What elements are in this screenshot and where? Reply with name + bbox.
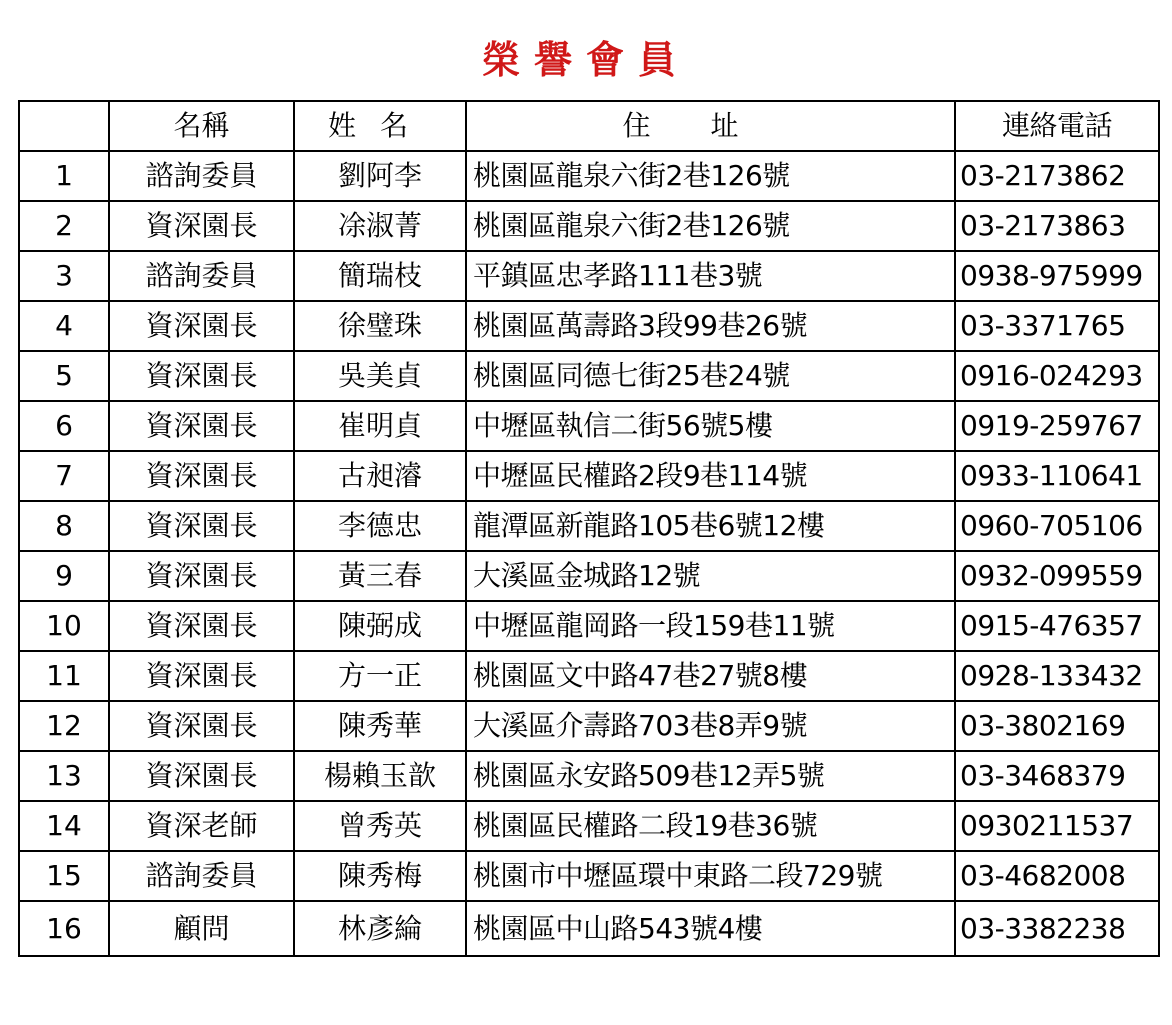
cell-phone: 03-3371765: [955, 301, 1159, 351]
cell-address: 桃園市中壢區環中東路二段729號: [466, 851, 955, 901]
cell-title: 諮詢委員: [109, 151, 294, 201]
table-row: [19, 551, 1159, 601]
header-name: 姓名: [294, 101, 466, 151]
cell-title: 資深園長: [109, 201, 294, 251]
cell-name: 陳秀梅: [294, 851, 466, 901]
cell-address: 桃園區龍泉六街2巷126號: [466, 201, 955, 251]
table-row: [19, 801, 1159, 851]
table-row: [19, 301, 1159, 351]
cell-phone: 0932-099559: [955, 551, 1159, 601]
table-row: [19, 351, 1159, 401]
cell-title: 資深園長: [109, 601, 294, 651]
table-row: [19, 451, 1159, 501]
cell-address: 大溪區金城路12號: [466, 551, 955, 601]
table-row: [19, 701, 1159, 751]
cell-address: 中壢區龍岡路一段159巷11號: [466, 601, 955, 651]
cell-number: 7: [19, 451, 109, 501]
cell-name: 楊賴玉歆: [294, 751, 466, 801]
cell-number: 6: [19, 401, 109, 451]
cell-number: 1: [19, 151, 109, 201]
header-phone: 連絡電話: [955, 101, 1159, 151]
cell-title: 資深園長: [109, 351, 294, 401]
cell-title: 資深園長: [109, 751, 294, 801]
cell-name: 凃淑菁: [294, 201, 466, 251]
cell-title: 資深園長: [109, 651, 294, 701]
cell-address: 中壢區民權路2段9巷114號: [466, 451, 955, 501]
cell-name: 徐璧珠: [294, 301, 466, 351]
cell-number: 4: [19, 301, 109, 351]
header-address: 住址: [466, 101, 955, 151]
cell-phone: 03-2173863: [955, 201, 1159, 251]
cell-phone: 03-2173862: [955, 151, 1159, 201]
cell-number: 13: [19, 751, 109, 801]
page-title: 榮譽會員: [481, 38, 690, 82]
cell-name: 崔明貞: [294, 401, 466, 451]
cell-address: 龍潭區新龍路105巷6號12樓: [466, 501, 955, 551]
cell-number: 2: [19, 201, 109, 251]
cell-title: 資深園長: [109, 551, 294, 601]
cell-name: 陳秀華: [294, 701, 466, 751]
cell-number: 9: [19, 551, 109, 601]
table-row: [19, 601, 1159, 651]
cell-title: 資深園長: [109, 401, 294, 451]
cell-title: 諮詢委員: [109, 851, 294, 901]
cell-address: 桃園區中山路543號4樓: [466, 901, 955, 956]
cell-phone: 0928-133432: [955, 651, 1159, 701]
cell-name: 方一正: [294, 651, 466, 701]
header-number: [19, 101, 109, 151]
cell-address: 中壢區執信二街56號5樓: [466, 401, 955, 451]
table-row: [19, 751, 1159, 801]
cell-phone: 0930211537: [955, 801, 1159, 851]
cell-number: 10: [19, 601, 109, 651]
cell-title: 資深園長: [109, 701, 294, 751]
cell-phone: 0933-110641: [955, 451, 1159, 501]
cell-address: 桃園區民權路二段19巷36號: [466, 801, 955, 851]
cell-title: 顧問: [109, 901, 294, 956]
cell-phone: 03-4682008: [955, 851, 1159, 901]
header-title: 名稱: [109, 101, 294, 151]
table-row: [19, 501, 1159, 551]
cell-address: 桃園區萬壽路3段99巷26號: [466, 301, 955, 351]
cell-name: 李德忠: [294, 501, 466, 551]
cell-number: 12: [19, 701, 109, 751]
cell-address: 平鎮區忠孝路111巷3號: [466, 251, 955, 301]
table-row: [19, 151, 1159, 201]
cell-phone: 0915-476357: [955, 601, 1159, 651]
cell-number: 8: [19, 501, 109, 551]
cell-name: 林彥綸: [294, 901, 466, 956]
cell-title: 資深園長: [109, 301, 294, 351]
cell-phone: 03-3802169: [955, 701, 1159, 751]
cell-title: 資深老師: [109, 801, 294, 851]
honorary-members-table: [18, 100, 1160, 957]
table-row: [19, 401, 1159, 451]
cell-number: 16: [19, 901, 109, 956]
cell-number: 14: [19, 801, 109, 851]
cell-address: 桃園區龍泉六街2巷126號: [466, 151, 955, 201]
table-row: [19, 901, 1159, 956]
table-row: [19, 201, 1159, 251]
cell-phone: 0938-975999: [955, 251, 1159, 301]
cell-number: 15: [19, 851, 109, 901]
table-row: [19, 651, 1159, 701]
cell-number: 5: [19, 351, 109, 401]
cell-name: 黃三春: [294, 551, 466, 601]
cell-number: 11: [19, 651, 109, 701]
cell-address: 桃園區永安路509巷12弄5號: [466, 751, 955, 801]
cell-phone: 03-3468379: [955, 751, 1159, 801]
cell-name: 古昶濬: [294, 451, 466, 501]
table-row: [19, 851, 1159, 901]
cell-name: 陳弼成: [294, 601, 466, 651]
cell-address: 桃園區文中路47巷27號8樓: [466, 651, 955, 701]
cell-address: 大溪區介壽路703巷8弄9號: [466, 701, 955, 751]
cell-address: 桃園區同德七街25巷24號: [466, 351, 955, 401]
cell-title: 資深園長: [109, 501, 294, 551]
cell-phone: 0960-705106: [955, 501, 1159, 551]
cell-name: 吳美貞: [294, 351, 466, 401]
cell-phone: 03-3382238: [955, 901, 1159, 956]
table-row: [19, 251, 1159, 301]
cell-title: 資深園長: [109, 451, 294, 501]
table-header-row: [19, 101, 1159, 151]
cell-title: 諮詢委員: [109, 251, 294, 301]
cell-phone: 0916-024293: [955, 351, 1159, 401]
cell-name: 簡瑞枝: [294, 251, 466, 301]
cell-name: 曾秀英: [294, 801, 466, 851]
cell-phone: 0919-259767: [955, 401, 1159, 451]
cell-name: 劉阿李: [294, 151, 466, 201]
cell-number: 3: [19, 251, 109, 301]
